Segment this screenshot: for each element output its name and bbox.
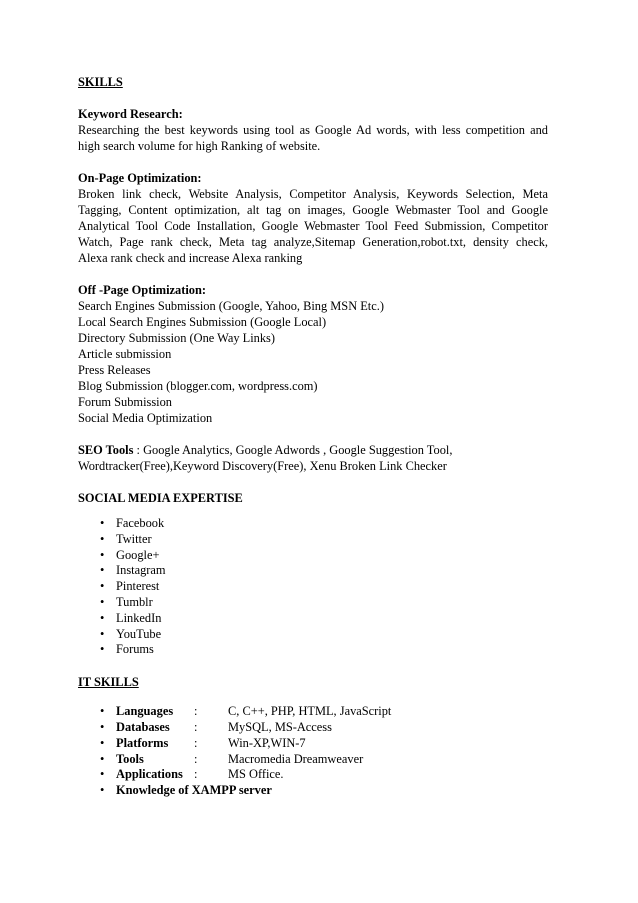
it-skill-label: Languages xyxy=(116,704,174,719)
list-item xyxy=(100,579,548,595)
it-skill-value: C, C++, PHP, HTML, JavaScript xyxy=(228,704,392,719)
bullet-icon: • xyxy=(100,579,105,594)
list-item xyxy=(100,548,548,564)
seo-tools-line: Wordtracker(Free),Keyword Discovery(Free), Xenu Broken Link Checker xyxy=(78,459,447,473)
bullet-icon: • xyxy=(100,719,105,734)
social-item: Facebook xyxy=(116,516,165,530)
it-skill-last: Knowledge of XAMPP server xyxy=(116,783,272,798)
bullet-icon: • xyxy=(100,516,105,530)
list-item xyxy=(100,704,548,720)
it-skill-value: MS Office. xyxy=(228,767,284,782)
list-item xyxy=(100,720,548,736)
social-item: Twitter xyxy=(116,531,152,546)
offpage-line: Directory Submission (One Way Links) xyxy=(78,331,275,345)
bullet-icon: • xyxy=(100,563,105,578)
offpage-line: Press Releases xyxy=(78,363,151,377)
it-skill-colon: : xyxy=(194,735,198,750)
list-item xyxy=(100,595,548,611)
skills-heading: SKILLS xyxy=(78,75,123,89)
seo-tools-line xyxy=(78,442,548,458)
list-item xyxy=(100,532,548,548)
offpage-line: Article submission xyxy=(78,347,172,361)
social-item: LinkedIn xyxy=(116,610,162,625)
list-item xyxy=(100,752,548,768)
it-skill-value: Win-XP,WIN-7 xyxy=(228,735,306,750)
social-item: Tumblr xyxy=(116,594,153,609)
social-media-list xyxy=(78,516,548,658)
keyword-line: Researching the best keywords using tool as Google Ad words, with less competition and xyxy=(78,123,548,137)
it-skills-heading: IT SKILLS xyxy=(78,675,139,690)
list-item xyxy=(100,563,548,579)
bullet-icon: • xyxy=(100,735,105,750)
offpage-line: Social Media Optimization xyxy=(78,411,213,425)
it-skill-value: MySQL, MS-Access xyxy=(228,719,332,734)
list-item xyxy=(100,516,548,532)
bullet-icon: • xyxy=(100,783,105,798)
list-item xyxy=(100,627,548,643)
onpage-line: Tagging, Content optimization, alt tag on images, Google Webmaster Tool and Google xyxy=(78,203,548,217)
it-skill-colon: : xyxy=(194,704,198,719)
bullet-icon: • xyxy=(100,547,105,562)
keyword-research-title: Keyword Research: xyxy=(78,107,183,121)
bullet-icon: • xyxy=(100,531,105,546)
social-media-heading: SOCIAL MEDIA EXPERTISE xyxy=(78,491,243,505)
offpage-line: Local Search Engines Submission (Google Local) xyxy=(78,315,327,329)
list-item xyxy=(100,642,548,658)
offpage-line: Blog Submission (blogger.com, wordpress.com) xyxy=(78,379,318,393)
offpage-title: Off -Page Optimization: xyxy=(78,283,207,297)
list-item xyxy=(100,767,548,783)
resume-page xyxy=(78,74,548,799)
social-item: Instagram xyxy=(116,563,166,578)
social-item: Google+ xyxy=(116,547,160,562)
it-skill-label: Databases xyxy=(116,719,170,734)
social-item: Pinterest xyxy=(116,579,160,594)
it-skill-label: Applications xyxy=(116,767,183,782)
bullet-icon: • xyxy=(100,704,105,719)
it-skills-list xyxy=(78,704,548,799)
bullet-icon: • xyxy=(100,626,105,641)
it-skill-colon: : xyxy=(194,767,198,782)
it-skill-colon: : xyxy=(194,719,198,734)
onpage-line: Broken link check, Website Analysis, Competitor Analysis, Keywords Selection, Meta xyxy=(78,187,548,201)
keyword-line: high search volume for high Ranking of website. xyxy=(78,139,321,153)
social-item: Forums xyxy=(116,642,154,657)
social-item: YouTube xyxy=(116,626,162,641)
list-item xyxy=(100,611,548,627)
it-skill-label: Platforms xyxy=(116,735,169,750)
bullet-icon: • xyxy=(100,751,105,766)
onpage-line: Analytical Tool Code Installation, Google Webmaster Tool Feed Submission, Competitor xyxy=(78,219,548,233)
it-skill-colon: : xyxy=(194,751,198,766)
bullet-icon: • xyxy=(100,610,105,625)
bullet-icon: • xyxy=(100,642,105,657)
list-item xyxy=(100,783,548,799)
seo-tools-title: SEO Tools xyxy=(78,443,134,457)
it-skill-value: Macromedia Dreamweaver xyxy=(228,751,364,766)
list-item xyxy=(100,736,548,752)
onpage-line: Watch, Page rank check, Meta tag analyze,Sitemap Generation,robot.txt, density check, xyxy=(78,235,548,249)
onpage-line: Alexa rank check and increase Alexa ranking xyxy=(78,251,303,265)
bullet-icon: • xyxy=(100,767,105,782)
bullet-icon: • xyxy=(100,594,105,609)
it-skill-label: Tools xyxy=(116,751,144,766)
offpage-line: Forum Submission xyxy=(78,395,172,409)
offpage-line: Search Engines Submission (Google, Yahoo, Bing MSN Etc.) xyxy=(78,299,384,313)
seo-tools-text: : Google Analytics, Google Adwords , Google Suggestion Tool, xyxy=(133,443,453,457)
onpage-title: On-Page Optimization: xyxy=(78,171,202,185)
